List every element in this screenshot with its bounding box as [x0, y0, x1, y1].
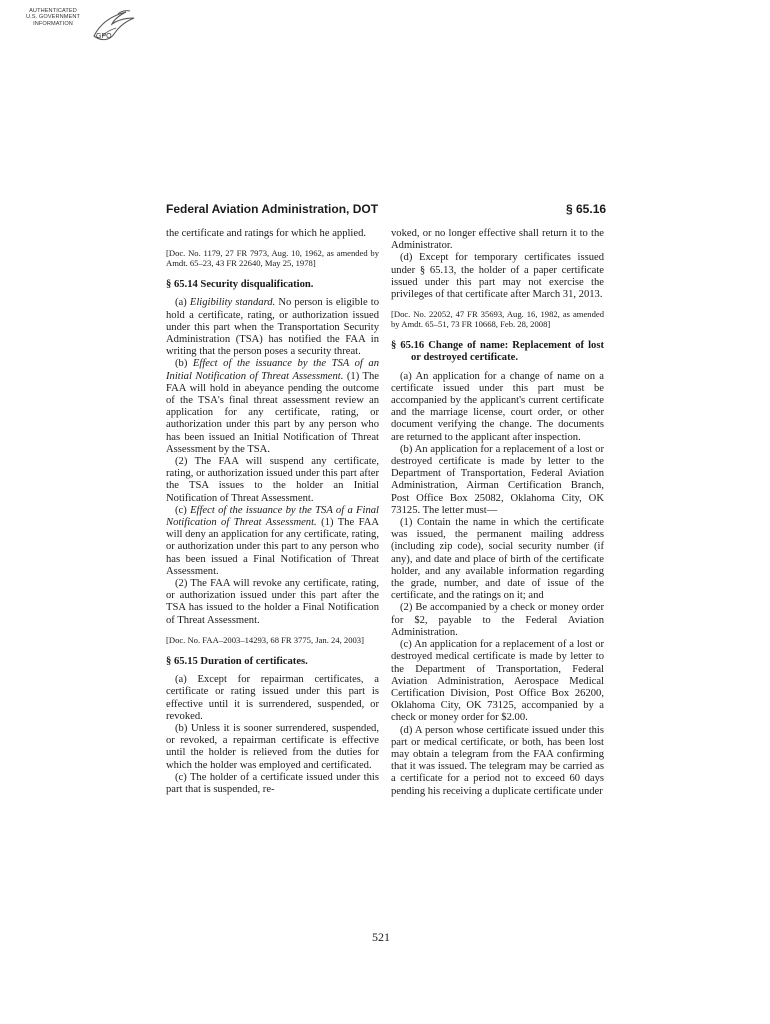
section-heading-65-16: § 65.16 Change of name: Replacement of lost or destroyed certificate.: [391, 340, 604, 364]
paragraph: (b) Effect of the issuance by the TSA of an Initial Notification of Threat Assessment. (1) The FAA will hold in abeyance pending the outcome of the TSA's final threat assessment review an application for any certificate, rating, or authorization under this part by any person who has been issued an Initial Notification of Threat Assessment by the TSA.: [166, 358, 380, 455]
paragraph: (c) Effect of the issuance by the TSA of a Final Notification of Threat Assessment. (1) The FAA will deny an application for any certificate, rating, or authorization under this part to any person who has been issued a Final Notification of Threat Assessment.: [166, 504, 380, 577]
right-column: [391, 228, 604, 798]
paragraph: (d) Except for temporary certificates issued under § 65.13, the holder of a paper certificate issued under this part may not exercise the privileges of that certificate after March 31, 2013.: [391, 252, 604, 301]
source-note: [Doc. No. 22052, 47 FR 35693, Aug. 16, 1982, as amended by Amdt. 65–51, 73 FR 10668, Feb. 28, 2008]: [391, 309, 604, 330]
gpo-authentication-seal: [14, 6, 142, 46]
paragraph: (a) Except for repairman certificates, a certificate or rating issued under this part is effective until it is surrendered, suspended, or revoked.: [166, 674, 379, 722]
gpo-label: GPO: [96, 33, 112, 40]
paragraph: (c) The holder of a certificate issued under this part that is suspended, re-: [166, 771, 379, 795]
left-column: [166, 228, 379, 796]
paragraph: (b) Unless it is sooner surrendered, suspended, or revoked, a repairman certificate is effective until the holder is relieved from the duties for which the holder was employed and certificated.: [166, 722, 379, 771]
source-note: [Doc. No. 1179, 27 FR 7973, Aug. 10, 1962, as amended by Amdt. 65–23, 43 FR 22640, May 25, 1978]: [166, 248, 379, 269]
paragraph: (2) Be accompanied by a check or money order for $2, payable to the Federal Aviation Administration.: [391, 602, 604, 638]
paragraph: (1) Contain the name in which the certificate was issued, the permanent mailing address (including zip code), social security number (if any), and date and place of birth of the certificate holder, and any available information regarding the grade, number, and date of issue of the certificate, and the ratings on it; and: [391, 517, 604, 602]
section-heading-65-14: § 65.14 Security disqualification.: [166, 279, 314, 291]
paragraph: (2) The FAA will revoke any certificate, rating, or authorization issued under this part after the TSA has issued to the holder a Final Notification of Threat Assessment.: [166, 578, 379, 626]
paragraph: (a) Eligibility standard. No person is eligible to hold a certificate, rating, or authorization issued under this part when the Transportation Security Administration (TSA) has notified the FAA in writing that the person poses a security threat.: [166, 297, 380, 358]
gpo-seal-text: AUTHENTICATED U.S. GOVERNMENT INFORMATION: [25, 8, 81, 27]
paragraph: voked, or no longer effective shall return it to the Administrator.: [391, 228, 604, 252]
paragraph: the certificate and ratings for which he applied.: [166, 228, 367, 239]
paragraph: (c) An application for a replacement of a lost or destroyed medical certificate is made by letter to the Department of Transportation, Federal Aviation Administration, Aerospace Medical Certification Division, Post Office Box 26200, Oklahoma City, OK 73125, accompanied by a check or money order for $2.00.: [391, 639, 604, 724]
section-heading-65-15: § 65.15 Duration of certificates.: [166, 655, 308, 667]
source-note: [Doc. No. FAA–2003–14293, 68 FR 3775, Jan. 24, 2003]: [166, 634, 364, 645]
paragraph: (d) A person whose certificate issued under this part or medical certificate, or both, has been lost may obtain a telegram from the FAA confirming that it was issued. The telegram may be carried as a certificate for a period not to exceed 60 days pending his receiving a duplicate certificate under: [391, 724, 604, 797]
eagle-logo-icon: [88, 6, 138, 46]
running-header-section: § 65.16: [566, 202, 607, 216]
page-number: 521: [372, 930, 390, 944]
paragraph: (a) An application for a change of name on a certificate issued under this part must be accompanied by the applicant's current certificate and the marriage license, court order, or other document verifying the change. The documents are returned to the applicant after inspection.: [391, 370, 604, 443]
running-header-agency: Federal Aviation Administration, DOT: [166, 202, 379, 216]
paragraph: (b) An application for a replacement of a lost or destroyed certificate is made by letter to the Department of Transportation, Federal Aviation Administration, Airman Certification Branch, Post Office Box 25082, Oklahoma City, OK 73125. The letter must—: [391, 443, 604, 516]
paragraph: (2) The FAA will suspend any certificate, rating, or authorization issued under this part after the TSA issues to the holder an Initial Notification of Threat Assessment.: [166, 456, 379, 504]
